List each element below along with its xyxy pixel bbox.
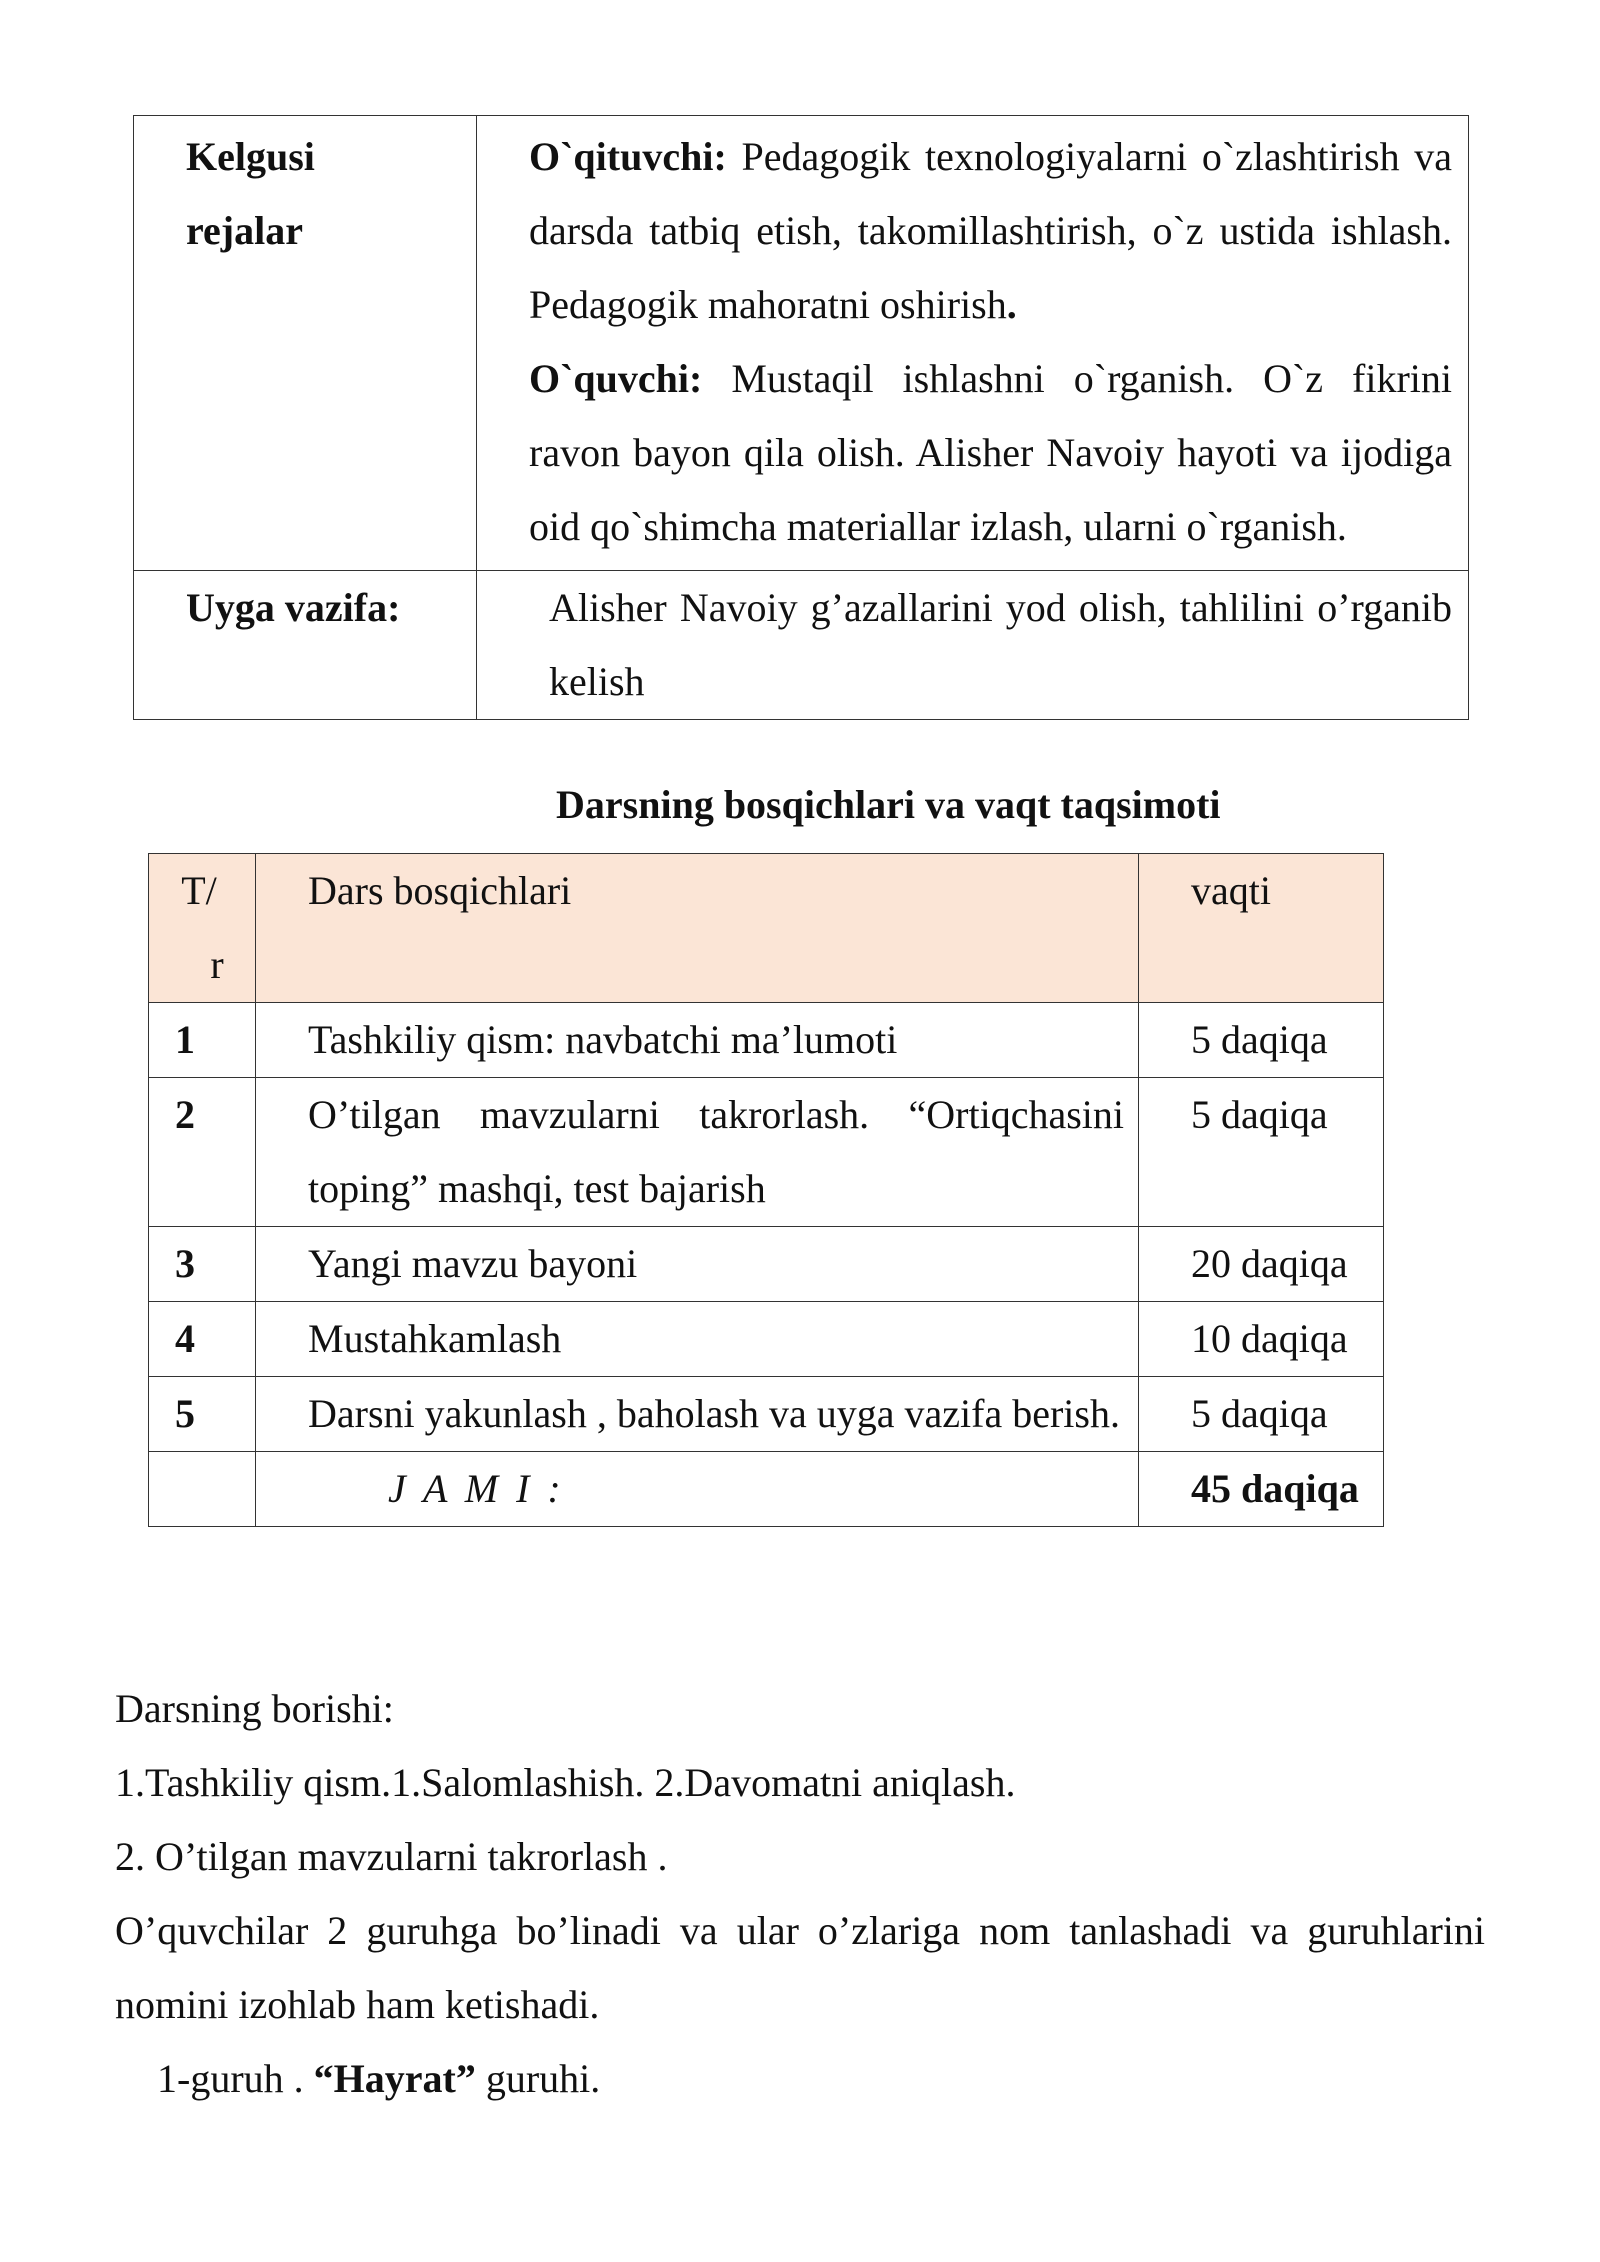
group-suffix: guruhi. [475, 2056, 601, 2101]
row-number: 5 [149, 1377, 256, 1452]
row-stage: Mustahkamlash [256, 1302, 1139, 1377]
group-name: “Hayrat” [313, 2056, 476, 2101]
table-row [149, 1078, 1384, 1227]
row-time: 20 daqiqa [1139, 1227, 1384, 1302]
total-label: J A M I : [388, 1466, 565, 1511]
future-plans-row [134, 116, 1469, 571]
future-plans-label-line1: Kelgusi [186, 134, 315, 179]
header-stage: Dars bosqichlari [256, 854, 1139, 1003]
row-time: 5 daqiqa [1139, 1003, 1384, 1078]
future-plans-label-line2: rejalar [186, 208, 303, 253]
row-time: 5 daqiqa [1139, 1377, 1384, 1452]
stages-heading: Darsning bosqichlari va vaqt taqsimoti [556, 782, 1221, 827]
teacher-plan [529, 120, 1452, 342]
student-plan [529, 342, 1452, 570]
future-plans-content [477, 116, 1469, 571]
table-row [149, 1302, 1384, 1377]
row-number: 4 [149, 1302, 256, 1377]
homework-label: Uyga vazifa: [134, 571, 477, 720]
lesson-flow-line2: 2. O’tilgan mavzularni takrorlash . [115, 1834, 668, 1879]
homework-text-content: Alisher Navoiy g’azallarini yod olish, tahlilini o’rganib kelish [549, 585, 1452, 704]
lesson-flow-paragraph: O’quvchilar 2 guruhga bo’linadi va ular o’zlariga nom tanlashadi va guruhlarini nomini izohlab ham ketishadi. [115, 1908, 1485, 2027]
row-time: 10 daqiqa [1139, 1302, 1384, 1377]
header-number [149, 854, 256, 1003]
row-stage: Tashkiliy qism: navbatchi ma’lumoti [256, 1003, 1139, 1078]
student-label: O`quvchi: [529, 356, 703, 401]
row-time: 5 daqiqa [1139, 1078, 1384, 1227]
group-prefix: 1-guruh . [157, 2056, 314, 2101]
plans-table [133, 115, 1469, 720]
row-number: 2 [149, 1078, 256, 1227]
total-time: 45 daqiqa [1139, 1452, 1384, 1527]
header-time: vaqti [1139, 854, 1384, 1003]
group-line [115, 2042, 1485, 2116]
row-stage: Yangi mavzu bayoni [256, 1227, 1139, 1302]
total-row [149, 1452, 1384, 1527]
table-row [149, 1377, 1384, 1452]
lesson-flow [115, 1672, 1485, 2116]
total-label-cell [256, 1452, 1139, 1527]
table-row [149, 1227, 1384, 1302]
row-number: 1 [149, 1003, 256, 1078]
future-plans-label [134, 116, 477, 571]
table-row [149, 1003, 1384, 1078]
row-stage: Darsni yakunlash , baholash va uyga vazifa berish. [256, 1377, 1139, 1452]
teacher-label: O`qituvchi: [529, 134, 727, 179]
row-number: 3 [149, 1227, 256, 1302]
lesson-flow-title: Darsning borishi: [115, 1686, 394, 1731]
teacher-plan-end: . [1006, 282, 1017, 327]
row-stage: O’tilgan mavzularni takrorlash. “Ortiqchasini toping” mashqi, test bajarish [256, 1078, 1139, 1227]
homework-text [477, 571, 1469, 720]
teacher-plan-text: Pedagogik texnologiyalarni o`zlashtirish va darsda tatbiq etish, takomillashtirish, o`z ustida ishlash. Pedagogik mahoratni oshirish [529, 134, 1452, 327]
lesson-flow-line1: 1.Tashkiliy qism.1.Salomlashish. 2.Davomatni aniqlash. [115, 1760, 1016, 1805]
stages-header-row [149, 854, 1384, 1003]
stages-table [148, 853, 1384, 1527]
header-number-line2: r [210, 942, 224, 987]
header-number-line1: T/ [181, 868, 217, 913]
student-plan-text: Mustaqil ishlashni o`rganish. O`z fikrini ravon bayon qila olish. Alisher Navoiy hayoti va ijodiga oid qo`shimcha materiallar izlash, ularni o`rganish. [529, 356, 1452, 549]
homework-row [134, 571, 1469, 720]
total-number-empty [149, 1452, 256, 1527]
